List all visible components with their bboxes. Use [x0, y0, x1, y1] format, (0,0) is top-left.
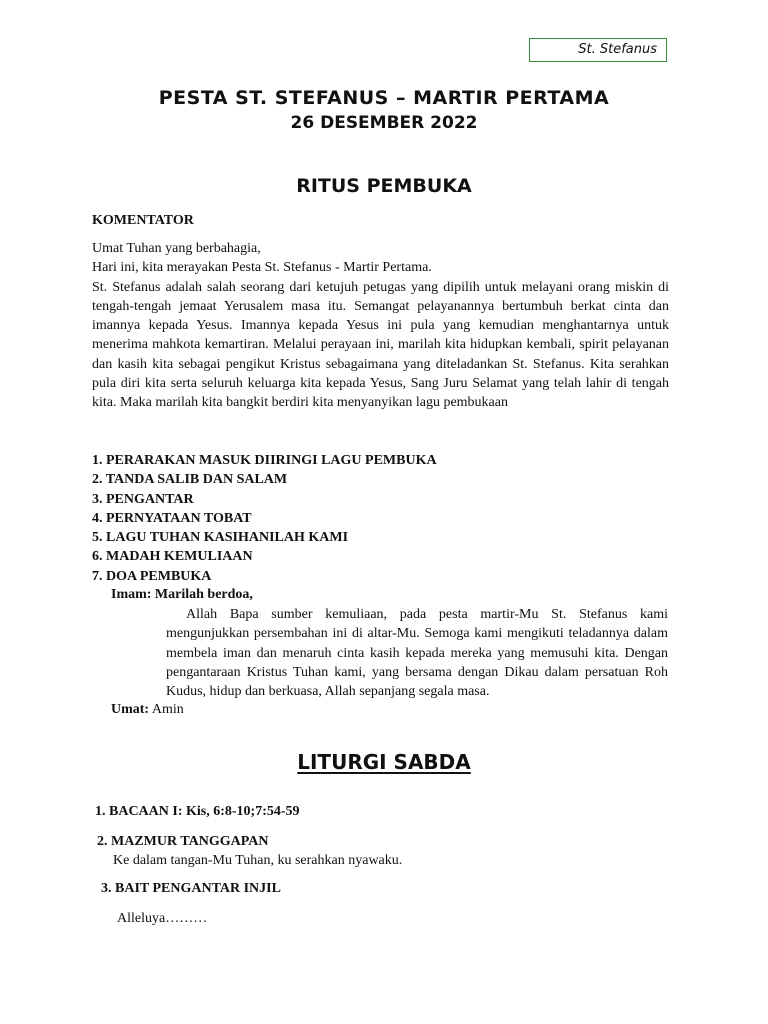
imam-label: Imam: Marilah berdoa, [111, 587, 253, 602]
narration-paragraph: St. Stefanus adalah salah seorang dari ketujuh petugas yang dipilih untuk melayani orang miskin di tengah-tengah jemaat Yerusalem masa itu. Semangat pelayanannya bertumbuh berkat cinta dan imannya kepada Yesus. Imannya kepada Yesus ini pula yang kemudian menghantarnya untuk menerima mahkota kemartiran. Melalui perayaan ini, marilah kita hidupkan kembali, spirit pelayanan dan kasih kita sebagai pengikut Kristus sebagaimana yang diteladankan St. Stefanus. Kita serahkan pula diri kita serta seluruh keluarga kita kepada Yesus, Sang Juru Selamat yang telah lahir di tengah kita. Maka marilah kita bangkit berdiri kita menyanyikan lagu pembukaan [92, 279, 669, 411]
ritus-list-item: 5. LAGU TUHAN KASIHANILAH KAMI [92, 530, 349, 546]
ritus-list [92, 451, 669, 586]
ritus-list-item: 6. MADAH KEMULIAAN [92, 549, 253, 565]
section-heading-ritus: RITUS PEMBUKA [296, 175, 472, 197]
section-heading-liturgi [0, 750, 768, 774]
umat-response-text: Amin [149, 702, 184, 717]
umat-label: Umat: [111, 702, 150, 717]
umat-response [111, 702, 184, 718]
ritus-list-item: 7. DOA PEMBUKA [92, 568, 212, 584]
narration-line: Umat Tuhan yang berbahagia, [92, 241, 261, 256]
komentator-narration [92, 239, 669, 413]
komentator-label: KOMENTATOR [92, 213, 194, 228]
header-tag-box: St. Stefanus [529, 38, 667, 62]
alleluya-text: Alleluya……… [117, 911, 208, 926]
opening-prayer-text: Allah Bapa sumber kemuliaan, pada pesta martir-Mu St. Stefanus kami mengunjukkan persembahan ini di altar-Mu. Semoga kami mengikuti teladannya dalam membela iman dan menaruh cinta kasih kepada mereka yang memusuhi kita. Dengan pengantaraan Kristus Tuhan kami, yang bersama dengan Dikau dalam persatuan Roh Kudus, hidup dan berkuasa, Allah sepanjang segala masa. [166, 607, 668, 700]
document-title: PESTA ST. STEFANUS – MARTIR PERTAMA [158, 87, 610, 109]
ritus-list-item: 4. PERNYATAAN TOBAT [92, 510, 252, 526]
liturgi-heading-text: LITURGI SABDA [297, 750, 471, 774]
ritus-list-item: 1. PERARAKAN MASUK DIIRINGI LAGU PEMBUKA [92, 453, 437, 468]
ritus-list-item: 3. PENGANTAR [92, 491, 194, 507]
bacaan-heading: 1. BACAAN I: Kis, 6:8-10;7:54-59 [95, 804, 300, 819]
document-date: 26 DESEMBER 2022 [290, 113, 478, 133]
ritus-list-item: 2. TANDA SALIB DAN SALAM [92, 472, 288, 488]
narration-line: Hari ini, kita merayakan Pesta St. Stefanus - Martir Pertama. [92, 260, 432, 276]
mazmur-response-text: Ke dalam tangan-Mu Tuhan, ku serahkan nyawaku. [113, 853, 403, 868]
mazmur-heading: 2. MAZMUR TANGGAPAN [97, 834, 269, 849]
bait-heading: 3. BAIT PENGANTAR INJIL [101, 881, 281, 896]
